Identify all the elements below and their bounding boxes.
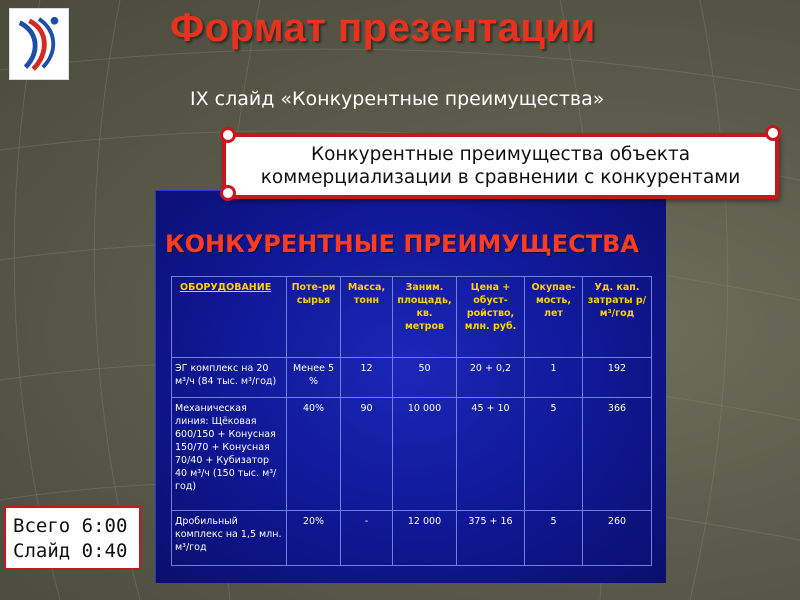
table-cell: 20% [287, 511, 341, 566]
header-raw-loss: Поте-ри сырья [287, 277, 341, 358]
timer-box [4, 506, 141, 570]
table-cell: Менее 5 % [287, 358, 341, 398]
table-cell: 10 000 [393, 397, 457, 511]
logo-emblem-icon [10, 9, 68, 79]
scroll-curl-icon [220, 185, 236, 201]
table-header-row [172, 277, 652, 358]
table-cell: 45 + 10 [457, 397, 525, 511]
table-cell: 90 [341, 397, 393, 511]
table-cell: Дробильный комплекс на 1,5 млн. м³/год [172, 511, 287, 566]
header-area: Заним. площадь, кв. метров [393, 277, 457, 358]
table-cell: 20 + 0,2 [457, 358, 525, 398]
table-row [172, 397, 652, 511]
table-cell: 12 [341, 358, 393, 398]
callout-line-1: Конкурентные преимущества объекта [310, 144, 691, 165]
table-cell: 5 [525, 397, 583, 511]
logo [9, 8, 69, 80]
table-cell: 375 + 16 [457, 511, 525, 566]
scroll-curl-icon [765, 125, 781, 141]
page-title: Формат презентации [170, 6, 596, 50]
embedded-slide-title: КОНКУРЕНТНЫЕ ПРЕИМУЩЕСТВА [165, 230, 639, 258]
table-cell: 260 [583, 511, 652, 566]
timer-total: Всего 6:00 [13, 515, 128, 537]
table-cell: 1 [525, 358, 583, 398]
table-cell: 40% [287, 397, 341, 511]
comparison-table [171, 276, 652, 566]
header-payback: Окупае-мость, лет [525, 277, 583, 358]
table-row [172, 358, 652, 398]
callout-line-2: коммерциализации в сравнении с конкурентами [260, 167, 741, 188]
scroll-curl-icon [220, 127, 236, 143]
timer-slide: Слайд 0:40 [13, 540, 128, 562]
table-cell: - [341, 511, 393, 566]
header-price: Цена + обуст-ройство, млн. руб. [457, 277, 525, 358]
header-mass: Масса, тонн [341, 277, 393, 358]
table-cell: 12 000 [393, 511, 457, 566]
table-cell: 366 [583, 397, 652, 511]
table-cell: ЭГ комплекс на 20 м³/ч (84 тыс. м³/год) [172, 358, 287, 398]
table-cell: 50 [393, 358, 457, 398]
table-row [172, 511, 652, 566]
slide-subtitle: IX слайд «Конкурентные преимущества» [190, 88, 605, 110]
header-equipment: ОБОРУДОВАНИЕ [172, 277, 287, 358]
callout-scroll [222, 133, 779, 199]
table-cell: Механическая линия: Щёковая 600/150 + Конусная 150/70 + Конусная 70/40 + Кубизатор 40 м³/ч (150 тыс. м³/год) [172, 397, 287, 511]
header-specific-costs: Уд. кап. затраты р/м³/год [583, 277, 652, 358]
embedded-slide [155, 190, 666, 583]
table-cell: 192 [583, 358, 652, 398]
table-cell: 5 [525, 511, 583, 566]
